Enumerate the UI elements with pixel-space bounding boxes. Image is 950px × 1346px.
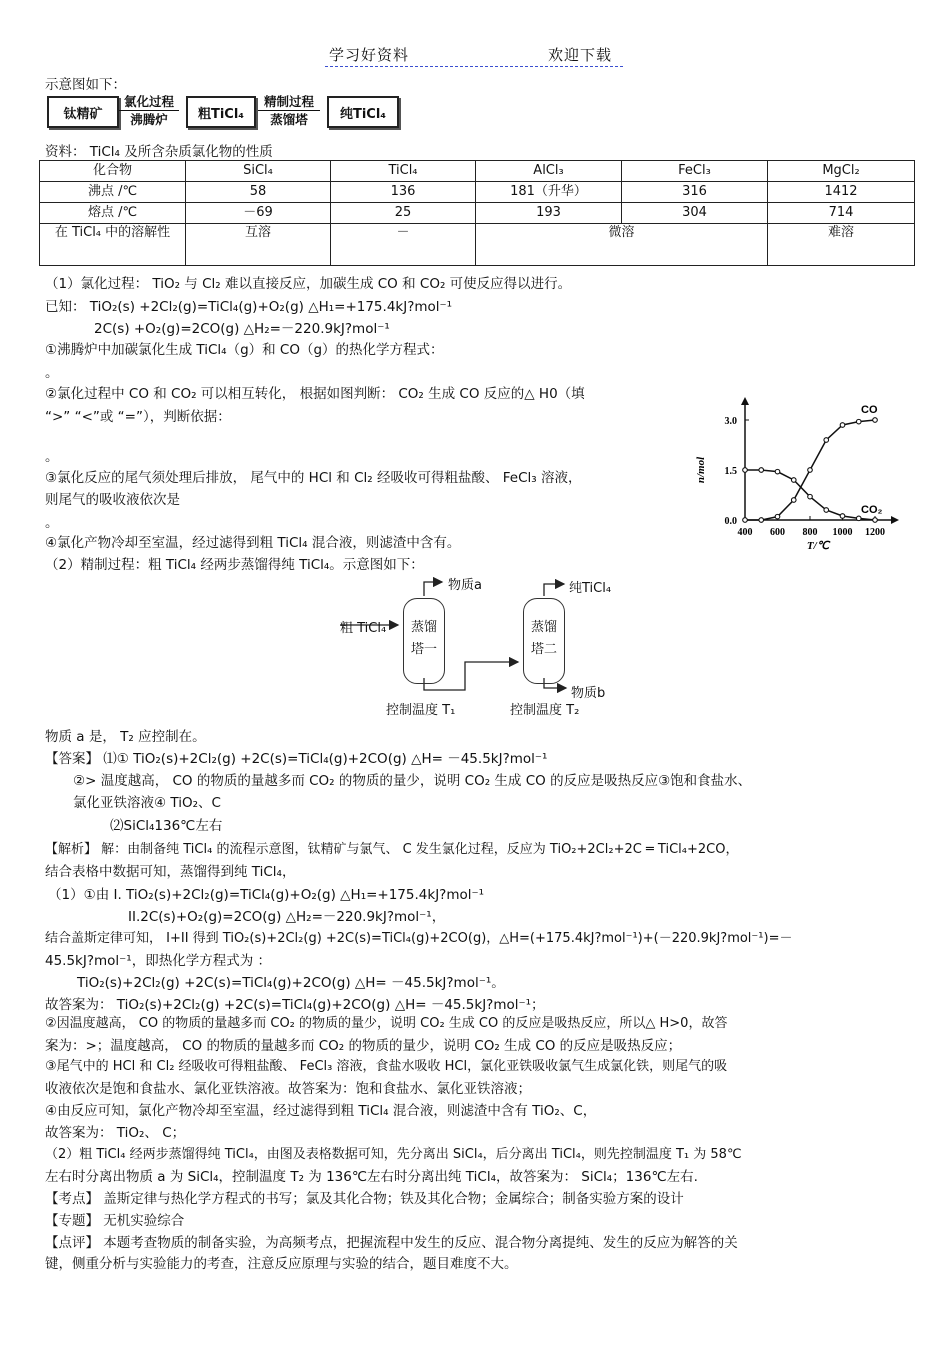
x-tick-label: 1200 — [865, 527, 885, 538]
flow-arrow-bottom-label: 蒸馏塔 — [270, 112, 308, 127]
data-point — [775, 469, 780, 474]
data-point — [856, 419, 861, 424]
question-line: 。 — [45, 449, 59, 465]
footer-line: 【考点】 盖斯定律与热化学方程式的书写；氯及其化合物；铁及其化合物；金属综合；制备实验方案的设计 — [45, 1191, 684, 1207]
table-cell: 193 — [476, 203, 622, 224]
table-header-cell: AlCl₃ — [476, 161, 622, 182]
data-point — [873, 418, 878, 423]
x-tick-label: 1000 — [832, 527, 853, 538]
y-axis-label: n/mol — [695, 456, 707, 484]
analysis-line: 案为：>；温度越高， CO 的物质的量越多而 CO₂ 的物质的量少，说明 CO₂ 生成 CO 的反应是吸热反应； — [45, 1038, 682, 1054]
table-header-row — [40, 161, 915, 182]
distill-control-2: 控制温度 T₂ — [510, 703, 580, 718]
series-label: CO₂ — [861, 504, 883, 516]
question-line: ②氯化过程中 CO 和 CO₂ 可以相互转化， 根据如图判断： CO₂ 生成 CO 反应的△ H0（填 — [45, 386, 585, 402]
distill-control-1: 控制温度 T₁ — [386, 703, 456, 718]
answer-line: ②> 温度越高， CO 的物质的量越多而 CO₂ 的物质的量少，说明 CO₂ 生成 CO 的反应是吸热反应③饱和食盐水、 — [73, 773, 752, 789]
analysis-line: 结合盖斯定律可知， I+II 得到 TiO₂(s)+2Cl₂(g) +2C(s)=TiCl₄(g)+2CO(g)，△H=(+175.4kJ?mol⁻¹)+(－220.9kJ?mol⁻¹)=－ — [45, 931, 793, 946]
question-line: （1）氯化过程： TiO₂ 与 Cl₂ 难以直接反应，加碳生成 CO 和 CO₂ 可使反应得以进行。 — [45, 276, 572, 292]
y-tick-label: 1.5 — [724, 466, 737, 477]
analysis-line: 45.5kJ?mol⁻¹，即热化学方程式为 ： — [45, 953, 272, 969]
series-label: CO — [861, 404, 878, 416]
table-cell: 微溶 — [476, 224, 768, 266]
flow-box-ore: 钛精矿 — [47, 96, 119, 128]
flow-arrow-bottom-label: 沸腾炉 — [130, 112, 168, 127]
question-line: “>” “<”或 “=”），判断依据： — [45, 409, 231, 425]
analysis-line: （1）①由 I. TiO₂(s)+2Cl₂(g)=TiCl₄(g)+O₂(g) △H₁=+175.4kJ?mol⁻¹ — [48, 887, 485, 903]
table-cell: 714 — [768, 203, 915, 224]
question-line: 已知： TiO₂(s) +2Cl₂(g)=TiCl₄(g)+O₂(g) △H₁=+175.4kJ?mol⁻¹ — [45, 299, 453, 315]
header-right: 欢迎下载 — [548, 46, 613, 64]
answer-line: ⑵SiCl₄136℃左右 — [110, 818, 223, 834]
properties-table — [39, 160, 915, 266]
analysis-line: 结合表格中数据可知，蒸馏得到纯 TiCl₄， — [45, 864, 296, 880]
table-header-cell: MgCl₂ — [768, 161, 915, 182]
analysis-line: ②因温度越高， CO 的物质的量越多而 CO₂ 的物质的量少，说明 CO₂ 生成 CO 的反应是吸热反应，所以△ H>0，故答 — [45, 1016, 728, 1031]
table-cell: －69 — [186, 203, 331, 224]
question-line: ④氯化产物冷却至室温，经过滤得到粗 TiCl₄ 混合液，则滤渣中含有。 — [45, 535, 461, 551]
table-cell: 沸点 /℃ — [40, 182, 186, 203]
flow-arrow-top-label: 氯化过程 — [123, 94, 174, 109]
table-cell: 1412 — [768, 182, 915, 203]
x-axis-arrow — [891, 516, 899, 524]
data-point — [824, 508, 829, 513]
distill-output-b: 物质b — [571, 686, 606, 701]
flow-arrow-chlorination — [117, 93, 181, 128]
question-line: 物质 a 是， T₂ 应控制在。 — [45, 729, 206, 745]
distill-input-label: 粗 TiCl₄ — [340, 621, 387, 636]
table-header-cell: TiCl₄ — [331, 161, 476, 182]
table-cell: 136 — [331, 182, 476, 203]
flow-box-pure: 纯TiCl₄ — [327, 96, 399, 128]
x-tick-label: 400 — [737, 527, 753, 538]
data-point — [840, 514, 845, 519]
question-line: 。 — [45, 515, 59, 531]
flow-box-crude: 粗TiCl₄ — [186, 96, 256, 128]
analysis-line: 收液依次是饱和食盐水、氯化亚铁溶液。故答案为：饱和食盐水、氯化亚铁溶液； — [45, 1081, 531, 1097]
data-point — [791, 478, 796, 483]
answer-line: 氯化亚铁溶液④ TiO₂、C — [73, 795, 221, 811]
data-point — [824, 438, 829, 443]
data-point — [808, 494, 813, 499]
table-row-solubility — [40, 224, 915, 266]
analysis-line: 故答案为： TiO₂(s)+2Cl₂(g) +2C(s)=TiCl₄(g)+2CO(g) △H= －45.5kJ?mol⁻¹； — [45, 997, 545, 1013]
table-row-boiling — [40, 182, 915, 203]
header-divider — [325, 66, 623, 67]
table-header-cell: SiCl₄ — [186, 161, 331, 182]
data-point — [759, 468, 764, 473]
table-cell: 25 — [331, 203, 476, 224]
data-point — [873, 518, 878, 523]
co-co2-chart — [690, 395, 910, 555]
question-line: 则尾气的吸收液依次是 — [45, 492, 180, 508]
y-tick-label: 0.0 — [724, 516, 737, 527]
table-cell: 316 — [622, 182, 768, 203]
distill-output-a: 物质a — [448, 578, 482, 593]
x-tick-label: 600 — [770, 527, 785, 538]
analysis-line: 故答案为： TiO₂、 C； — [45, 1125, 186, 1141]
table-header-cell: 化合物 — [40, 161, 186, 182]
table-title: 资料： TiCl₄ 及所含杂质氯化物的性质 — [45, 144, 273, 160]
table-row-melting — [40, 203, 915, 224]
question-line: （2）精制过程：粗 TiCl₄ 经两步蒸馏得纯 TiCl₄。示意图如下： — [45, 557, 424, 573]
y-axis-arrow — [741, 397, 749, 405]
table-cell: 181（升华） — [476, 182, 622, 203]
question-line: ①沸腾炉中加碳氯化生成 TiCl₄（g）和 CO（g）的热化学方程式： — [45, 342, 444, 358]
table-cell: － — [331, 224, 476, 266]
distill-tower-2: 蒸馏 塔二 — [523, 598, 565, 684]
question-line: 2C(s) +O₂(g)=2CO(g) △H₂=－220.9kJ?mol⁻¹ — [94, 321, 390, 337]
data-point — [759, 518, 764, 523]
analysis-line: ④由反应可知，氯化产物冷却至室温，经过滤得到粗 TiCl₄ 混合液，则滤渣中含有 TiO₂、C， — [45, 1103, 597, 1119]
table-cell: 难溶 — [768, 224, 915, 266]
x-tick-label: 800 — [802, 527, 818, 538]
question-line: 。 — [45, 365, 59, 381]
table-cell: 304 — [622, 203, 768, 224]
footer-line: 【点评】 本题考查物质的制备实验，为高频考点，把握流程中发生的反应、混合物分离提纯、发生的反应为解答的关 — [45, 1235, 738, 1251]
distill-output-pure: 纯TiCl₄ — [569, 581, 612, 596]
table-header-cell: FeCl₃ — [622, 161, 768, 182]
table-cell: 在 TiCl₄ 中的溶解性 — [40, 224, 186, 266]
question-line: ③氯化反应的尾气须处理后排放， 尾气中的 HCl 和 Cl₂ 经吸收可得粗盐酸、 FeCl₃ 溶液， — [45, 470, 582, 486]
y-tick-label: 3.0 — [724, 416, 737, 427]
analysis-line: 左右时分离出物质 a 为 SiCl₄，控制温度 T₂ 为 136℃左右时分离出纯 TiCl₄，故答案为： SiCl₄；136℃左右. — [45, 1169, 698, 1185]
analysis-line: II.2C(s)+O₂(g)=2CO(g) △H₂=－220.9kJ?mol⁻¹， — [128, 909, 446, 925]
analysis-line: ③尾气中的 HCl 和 Cl₂ 经吸收可得粗盐酸、 FeCl₃ 溶液，食盐水吸收 HCl，氯化亚铁吸收氯气生成氯化铁，则尾气的吸 — [45, 1059, 728, 1074]
answer-line: 【答案】 ⑴① TiO₂(s)+2Cl₂(g) +2C(s)=TiCl₄(g)+2CO(g) △H= －45.5kJ?mol⁻¹ — [45, 751, 548, 767]
data-point — [840, 423, 845, 428]
footer-line: 键，侧重分析与实验能力的考查，注意反应原理与实验的结合，题目难度不大。 — [45, 1256, 518, 1272]
distill-tower-1: 蒸馏 塔一 — [403, 598, 445, 684]
data-point — [775, 514, 780, 519]
analysis-line: 【解析】 解：由制备纯 TiCl₄ 的流程示意图，钛精矿与氯气、 C 发生氯化过程，反应为 TiO₂+2Cl₂+2C ═ TiCl₄+2CO， — [45, 842, 739, 857]
table-cell: 互溶 — [186, 224, 331, 266]
analysis-line: （2）粗 TiCl₄ 经两步蒸馏得纯 TiCl₄，由图及表格数据可知，先分离出 SiCl₄，后分离出 TiCl₄，则先控制温度 T₁ 为 58℃ — [45, 1147, 742, 1162]
flow-arrow-top-label: 精制过程 — [263, 94, 314, 109]
analysis-line: TiO₂(s)+2Cl₂(g) +2C(s)=TiCl₄(g)+2CO(g) △H= －45.5kJ?mol⁻¹。 — [77, 975, 505, 991]
intro-text: 示意图如下： — [45, 77, 126, 93]
data-point — [791, 498, 796, 503]
data-point — [808, 468, 813, 473]
data-point — [743, 518, 748, 523]
flow-arrow-refine — [256, 93, 322, 128]
data-point — [743, 468, 748, 473]
x-axis-label: T/℃ — [806, 540, 830, 552]
header-left: 学习好资料 — [329, 46, 410, 64]
data-point — [856, 516, 861, 521]
table-cell: 58 — [186, 182, 331, 203]
table-cell: 熔点 /℃ — [40, 203, 186, 224]
footer-line: 【专题】 无机实验综合 — [45, 1213, 185, 1229]
